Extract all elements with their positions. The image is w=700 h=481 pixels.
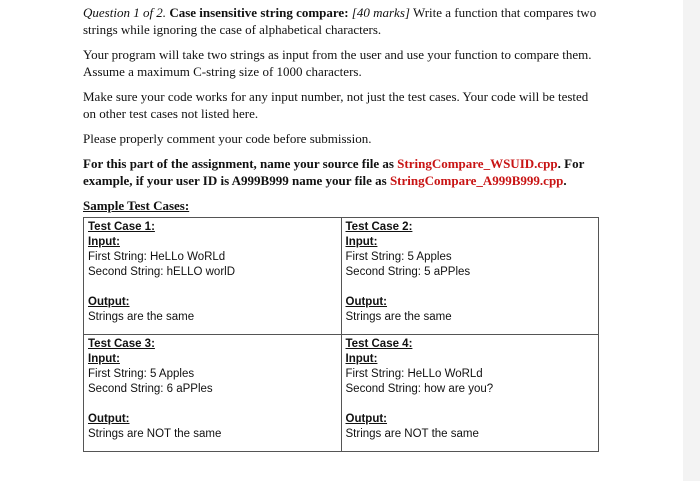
paragraph-input-description: Your program will take two strings as input from the user and use your function to compare them. Assume a maximum C-string size of 1000 characters. [83,47,592,79]
question-intro: Write a function that compares two strings while ignoring the case of alphabetical characters. [83,5,597,37]
second-string: Second String: how are you? [345,383,494,395]
output-label: Output: [345,296,388,308]
question-heading: Question 1 of 2. Case insensitive string compare: [40 marks] Write a function that compares two strings while ignoring the case of alphabetical characters. [83,5,597,37]
input-label: Input: [88,236,120,248]
vertical-scrollbar[interactable] [683,0,700,481]
output-label: Output: [88,296,130,308]
output-text: Strings are the same [88,311,195,323]
sample-test-cases-heading: Sample Test Cases: [83,198,190,213]
filename-example-1: StringCompare_WSUID.cpp [397,156,558,171]
test-case-cell [341,335,599,452]
test-cases-table [83,217,599,452]
output-text: Strings are NOT the same [88,428,222,440]
test-case-title: Test Case 2: [345,221,413,233]
filename-text-1: For this part of the assignment, name your source file as [83,156,394,171]
document-body [83,4,603,452]
output-label: Output: [345,413,388,425]
first-string: First String: 5 Apples [88,368,195,380]
filename-instructions [83,155,603,189]
output-text: Strings are NOT the same [345,428,479,440]
second-string: Second String: hELLO worlD [88,266,236,278]
second-string: Second String: 6 aPPles [88,383,213,395]
paragraph-comment-note: Please properly comment your code before submission. [83,131,372,146]
filename-example-2: StringCompare_A999B999.cpp [389,173,564,188]
filename-text-2: . For example, if your user ID is A999B999 name your file as [83,156,585,188]
input-label: Input: [88,353,120,365]
filename-text-3: . [563,173,567,188]
input-label: Input: [345,353,378,365]
test-case-cell [84,335,342,452]
test-case-cell [84,218,342,335]
output-text: Strings are the same [345,311,452,323]
test-case-title: Test Case 3: [88,338,155,350]
first-string: First String: HeLLo WoRLd [345,368,483,380]
test-case-title: Test Case 4: [345,338,413,350]
question-marks: [40 marks] [351,5,410,20]
input-label: Input: [345,236,378,248]
second-string: Second String: 5 aPPles [345,266,471,278]
first-string: First String: 5 Apples [345,251,452,263]
test-case-title: Test Case 1: [88,221,155,233]
question-prefix: Question 1 of 2. [83,5,167,20]
question-title: Case insensitive string compare [169,5,345,20]
first-string: First String: HeLLo WoRLd [88,251,226,263]
output-label: Output: [88,413,130,425]
paragraph-testing-note: Make sure your code works for any input number, not just the test cases. Your code will be tested on other test cases not listed here. [83,89,589,121]
test-case-cell [341,218,599,335]
